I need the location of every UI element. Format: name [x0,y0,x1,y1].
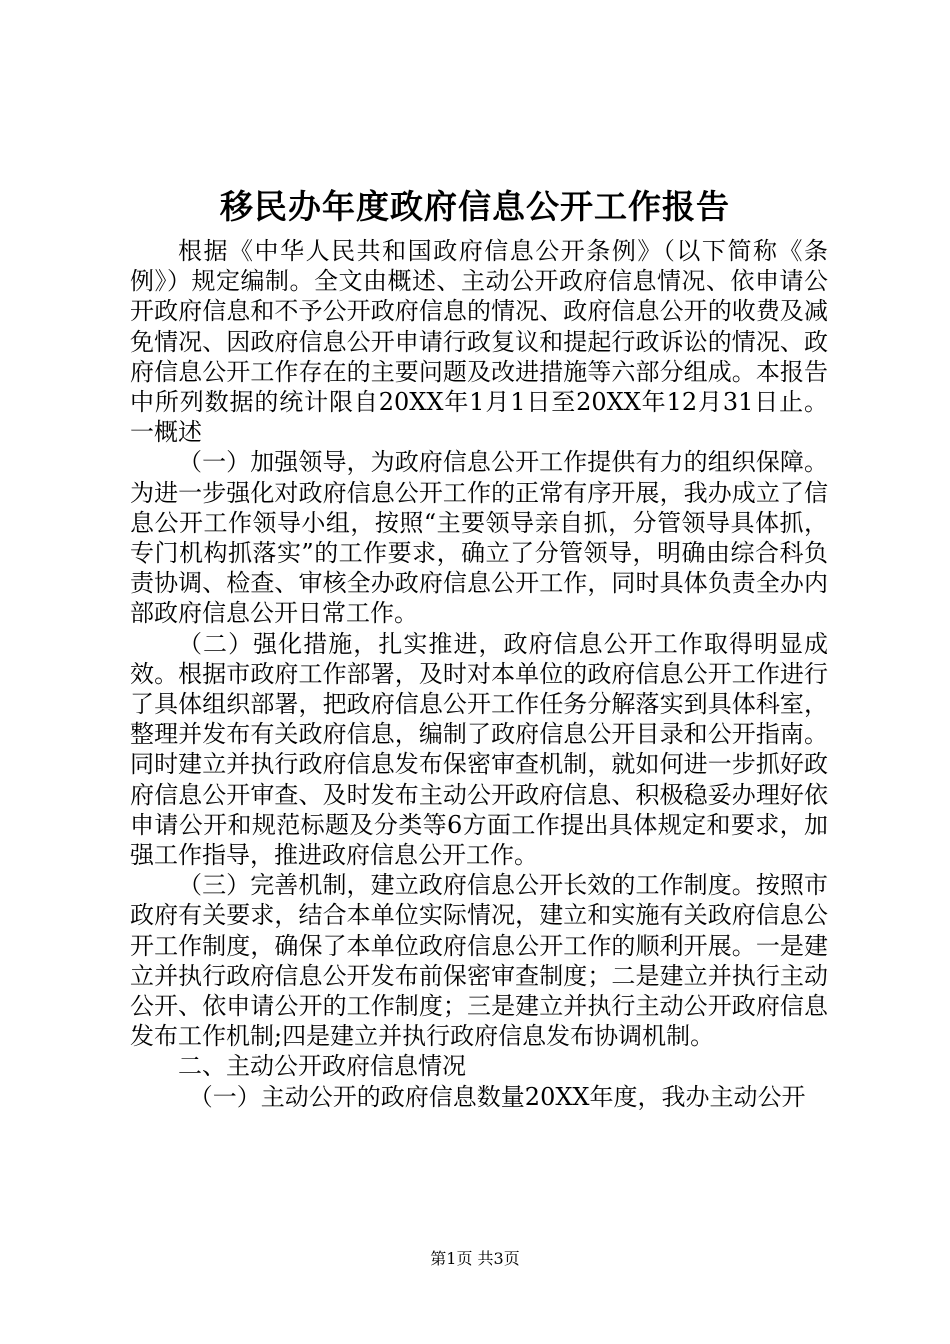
document-body [130,236,828,1112]
paragraph-section-2-1: （一）主动公开的政府信息数量20XX年度，我办主动公开 [188,1082,806,1111]
paragraph-intro: 根据《中华人民共和国政府信息公开条例》（以下简称《条例》）规定编制。全文由概述、主动公开政府信息情况、依申请公开政府信息和不予公开政府信息的情况、政府信息公开的收费及减免情况、因政府信息公开申请行政复议和提起行政诉讼的情况、政府信息公开工作存在的主要问题及改进措施等六部分组成。本报告中所列数据的统计限自20XX年1月1日至20XX年12月31日止。一概述 [130,237,828,447]
paragraph-section-1-2: （二）强化措施，扎实推进，政府信息公开工作取得明显成效。根据市政府工作部署，及时对本单位的政府信息公开工作进行了具体组织部署，把政府信息公开工作任务分解落实到具体科室，整理并发布有关政府信息，编制了政府信息公开目录和公开指南。同时建立并执行政府信息发布保密审查机制，就如何进一步抓好政府信息公开审查、及时发布主动公开政府信息、积极稳妥办理好依申请公开和规范标题及分类等6方面工作提出具体规定和要求，加强工作指导，推进政府信息公开工作。 [130,629,828,870]
section-heading-2: 二、主动公开政府信息情况 [178,1052,466,1081]
paragraph-section-1-1: （一）加强领导，为政府信息公开工作提供有力的组织保障。为进一步强化对政府信息公开工作的正常有序开展，我办成立了信息公开工作领导小组，按照“主要领导亲自抓，分管领导具体抓，专门机构抓落实”的工作要求，确立了分管领导，明确由综合科负责协调、检查、审核全办政府信息公开工作，同时具体负责全办内部政府信息公开日常工作。 [130,448,828,628]
page-footer: 第1页 共3页 [430,1249,520,1268]
paragraph-section-1-3: （三）完善机制，建立政府信息公开长效的工作制度。按照市政府有关要求，结合本单位实际情况，建立和实施有关政府信息公开工作制度，确保了本单位政府信息公开工作的顺利开展。一是建立并执行政府信息公开发布前保密审查制度；二是建立并执行主动公开、依申请公开的工作制度；三是建立并执行主动公开政府信息发布工作机制;四是建立并执行政府信息发布协调机制。 [130,871,828,1051]
document-title: 移民办年度政府信息公开工作报告 [220,187,730,226]
